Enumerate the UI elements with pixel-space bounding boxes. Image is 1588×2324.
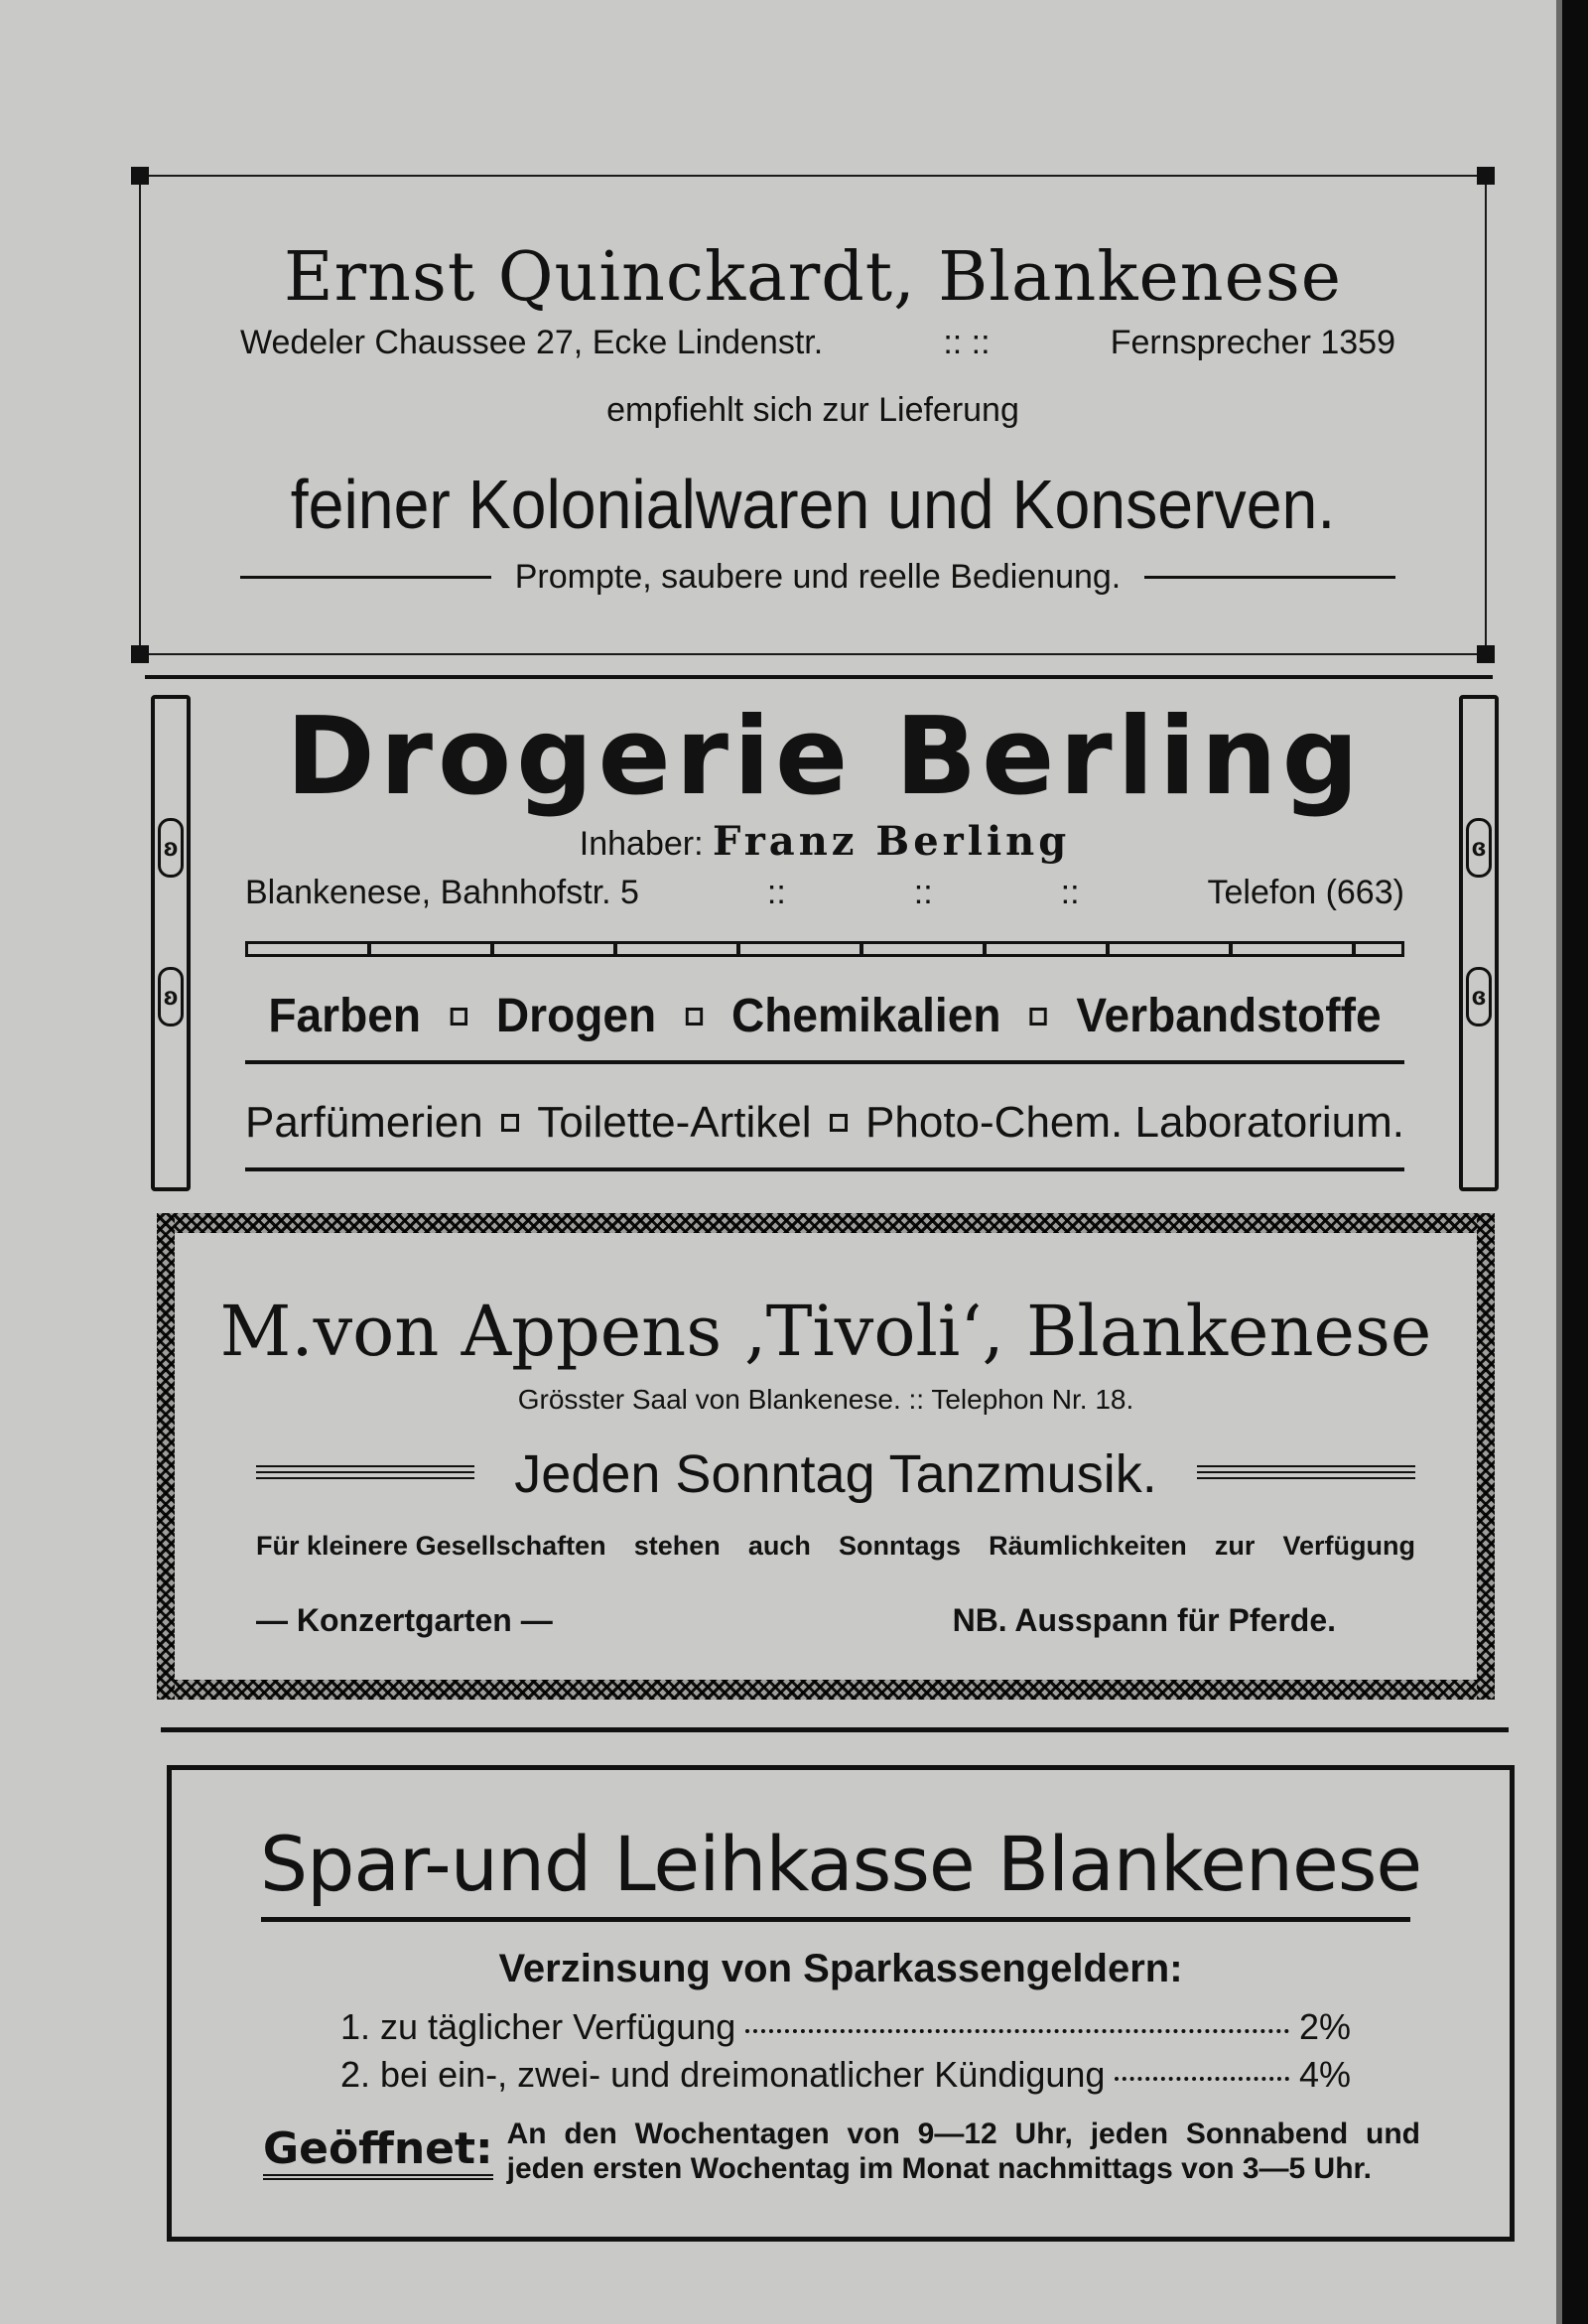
rate-label: 2. bei ein-, zwei- und dreimonatlicher Kündigung (340, 2054, 1106, 2095)
scroll-ornament: ɞ (1466, 967, 1492, 1026)
patterned-border-top (157, 1213, 1495, 1233)
ad-quinckardt (139, 175, 1487, 655)
word: Verfügung (1282, 1531, 1415, 1561)
rate-row (340, 2054, 1351, 2096)
square-bullet (1030, 1008, 1047, 1025)
ad-garden-line (256, 1602, 1336, 1639)
square-bullet (501, 1114, 519, 1132)
product: Farben (268, 990, 421, 1042)
ad-intro: empfiehlt sich zur Lieferung (606, 391, 1019, 429)
dance-text: Jeden Sonntag Tanzmusik. (514, 1444, 1157, 1504)
ad-title: M.von Appens ‚Tivoli‘, Blankenese (219, 1291, 1432, 1372)
square-bullet (685, 1008, 702, 1025)
ornament-pillar-left (151, 695, 191, 1191)
ad-sparkasse (167, 1765, 1515, 2242)
leader-dots (745, 2029, 1289, 2033)
rate-row (340, 2006, 1351, 2048)
product: Toilette-Artikel (537, 1098, 812, 1147)
product: Drogen (495, 990, 657, 1042)
leader-dots (1115, 2077, 1289, 2081)
product: Photo-Chem. Laboratorium. (865, 1098, 1404, 1147)
patterned-border-left (157, 1213, 175, 1700)
service-text: Prompte, saubere und reelle Bedienung. (514, 558, 1122, 596)
phone: Fernsprecher 1359 (1110, 324, 1395, 361)
ornament-pillar-right (1459, 695, 1499, 1191)
ad-address-line (240, 324, 1395, 362)
triple-rule (256, 1465, 474, 1483)
ad-title: Drogerie Berling (286, 695, 1364, 819)
product: Parfümerien (245, 1098, 483, 1147)
phone: Telefon (663) (1207, 874, 1404, 911)
word: Sonntags (839, 1531, 962, 1561)
address: Blankenese, Bahnhofstr. 5 (245, 874, 639, 911)
underline-rule (245, 1060, 1404, 1064)
ad-owner-line (151, 818, 1499, 865)
products-line-2 (245, 1098, 1404, 1148)
separator: :: (913, 874, 933, 911)
ad-heading: Verzinsung von Sparkassengeldern: (498, 1947, 1183, 1990)
patterned-border-bottom (157, 1680, 1495, 1700)
ad-goods: feiner Kolonialwaren und Konserven. (290, 466, 1336, 543)
corner-ornament (1477, 645, 1495, 663)
page-edge (1562, 0, 1588, 2324)
owner-label: Inhaber: (579, 825, 704, 863)
separator: :: :: (943, 324, 991, 361)
square-bullet (450, 1008, 466, 1025)
separator: :: (1060, 874, 1080, 911)
rate-label: 1. zu täglicher Verfügung (340, 2006, 736, 2047)
scroll-ornament: ʚ (158, 818, 184, 878)
scroll-ornament: ʚ (158, 967, 184, 1026)
note-text: NB. Ausspann für Pferde. (952, 1602, 1336, 1638)
products-line-1 (268, 989, 1381, 1043)
owner-name: Franz Berling (713, 818, 1071, 865)
ad-hours (263, 2118, 1420, 2186)
word: Für kleinere Gesellschaften (256, 1531, 606, 1561)
product: Verbandstoffe (1076, 990, 1382, 1042)
separator-rule (145, 675, 1493, 679)
open-label: Geöffnet: (263, 2123, 493, 2180)
rate-value: 2% (1298, 2006, 1351, 2047)
triple-rule (1197, 1465, 1415, 1483)
ad-service-line (240, 558, 1395, 597)
rule (1144, 576, 1395, 579)
separator-rule (161, 1727, 1509, 1732)
rule (240, 576, 491, 579)
ad-address-line (245, 874, 1404, 912)
ad-rooms-line (256, 1531, 1415, 1562)
corner-ornament (131, 645, 149, 663)
rate-value: 4% (1298, 2054, 1351, 2095)
word: auch (747, 1531, 811, 1561)
corner-ornament (1477, 167, 1495, 185)
scroll-ornament: ɞ (1466, 818, 1492, 878)
ad-tivoli (157, 1213, 1495, 1700)
corner-ornament (131, 167, 149, 185)
open-text: An den Wochentagen von 9—12 Uhr, jeden Sonnabend und jeden ersten Wochentag im Monat nachmittags von 3—5 Uhr. (506, 2118, 1420, 2185)
decorative-border (245, 941, 1404, 957)
address: Wedeler Chaussee 27, Ecke Lindenstr. (240, 324, 824, 361)
patterned-border-right (1477, 1213, 1495, 1700)
word: stehen (633, 1531, 721, 1561)
ad-subtitle: Grösster Saal von Blankenese. :: Telephon Nr. 18. (517, 1384, 1134, 1415)
word: zur (1214, 1531, 1256, 1561)
ad-title: Spar-und Leihkasse Blankenese (259, 1820, 1422, 1908)
separator: :: (766, 874, 786, 911)
ad-dance-line (256, 1443, 1415, 1505)
ad-title: Ernst Quinckardt, Blankenese (284, 238, 1342, 317)
title-underline (261, 1917, 1410, 1922)
ad-drogerie-berling (151, 695, 1499, 1191)
word: Räumlichkeiten (989, 1531, 1187, 1561)
product: Chemikalien (731, 990, 1001, 1042)
square-bullet (830, 1114, 848, 1132)
garden-text: — Konzertgarten — (256, 1602, 553, 1638)
underline-rule (245, 1167, 1404, 1171)
